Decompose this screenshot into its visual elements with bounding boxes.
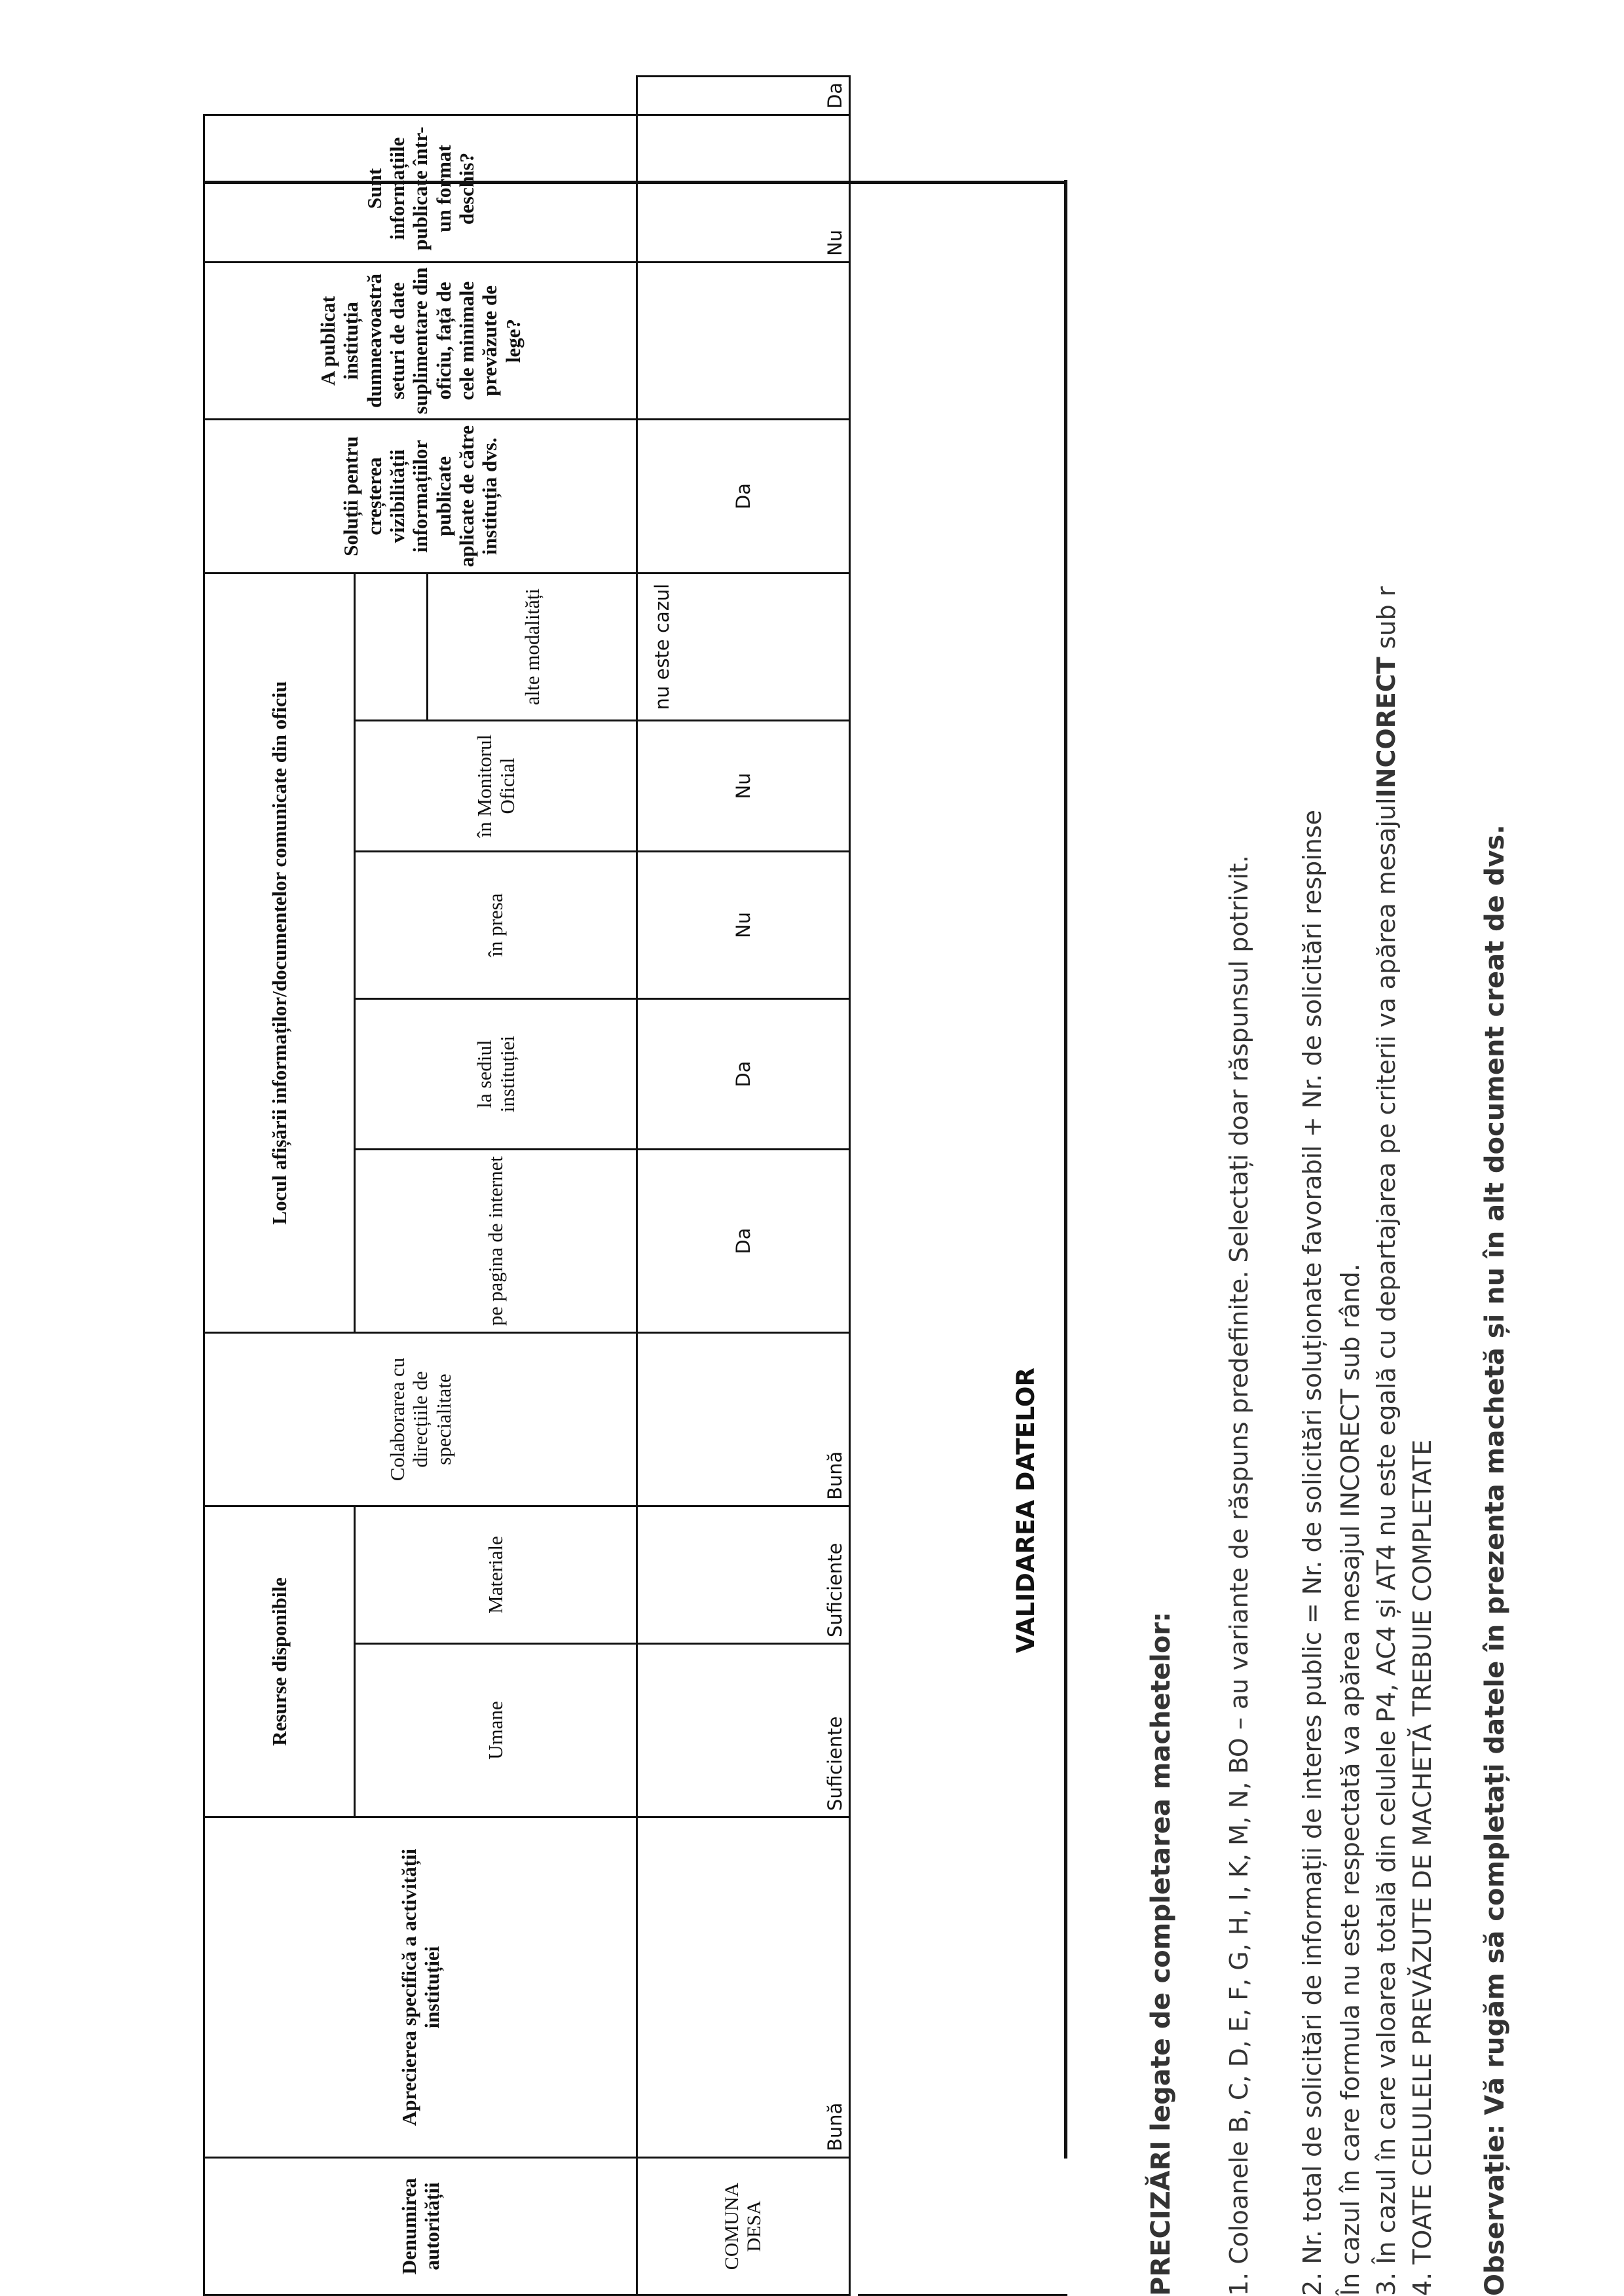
- header-sediu: la sediul instituției: [355, 999, 637, 1150]
- cell-umane: Suficiente: [637, 1644, 850, 1817]
- note-3-suffix: sub r: [1372, 586, 1401, 657]
- header-presa: în presa: [355, 852, 637, 999]
- row-name: COMUNA DESA: [637, 2158, 850, 2295]
- header-pagina: pe pagina de internet: [355, 1150, 637, 1333]
- header-monitor: în Monitorul Oficial: [355, 721, 637, 852]
- header-denumire: Denumirea autorității: [204, 2158, 637, 2295]
- note-3: [1372, 587, 1401, 2296]
- header-materiale: Materiale: [355, 1506, 637, 1644]
- note-2-continued: În cazul în care formula nu este respectată va apărea mesajul INCORECT sub rând.: [1336, 1264, 1365, 2296]
- header-format: Sunt informațiile publicate într-un format deschis?: [204, 115, 637, 263]
- notes-section: [1146, 70, 1604, 2296]
- cell-monitor: Nu: [637, 721, 850, 852]
- note-1: 1. Coloanele B, C, D, E, F, G, H, I, K, M, N, BO – au variante de răspuns predefinite. Selectați doar răspunsul potrivit.: [1225, 855, 1253, 2296]
- note-4: 4. TOATE CELULELE PREVĂZUTE DE MACHETĂ TREBUIE COMPLETATE: [1408, 1439, 1437, 2296]
- header-alte: alte modalități: [428, 574, 637, 721]
- header-umane: Umane: [355, 1644, 637, 1817]
- cell-solutii: [637, 263, 850, 420]
- header-locul: Locul afișării informaților/documentelor comunicate din oficiu: [204, 574, 355, 1333]
- header-alte-top: [355, 574, 428, 721]
- validation-right-border: [203, 181, 1066, 184]
- header-solutii: Soluții pentru creșterea vizibilității informațiilor publicate aplicate de către instituția dvs.: [204, 420, 637, 574]
- validation-title: VALIDAREA DATELOR: [1012, 1368, 1040, 1653]
- cell-materiale: Suficiente: [637, 1506, 850, 1644]
- note-3-prefix: 3. În cazul în care valoarea totală din celulele P4, AC4 și AT4 nu este egală cu departajarea pe criterii va apărea mesajul: [1372, 797, 1401, 2296]
- cell-pagina: Da: [637, 1150, 850, 1333]
- cell-presa: Nu: [637, 852, 850, 999]
- cell-colaborare: Bună: [637, 1333, 850, 1506]
- header-colaborare: Colaborarea cu direcțiile de specialitate: [204, 1333, 637, 1506]
- cell-sediu: Da: [637, 999, 850, 1150]
- note-3-bold: INCORECT: [1372, 657, 1401, 798]
- observation: Observație: Vă rugăm să completați datele în prezenta machetă și nu în alt document creat de dvs.: [1480, 824, 1510, 2296]
- cell-apreciere: Bună: [637, 1817, 850, 2158]
- header-publicat: A publicat instituția dumneavoastră seturi de date suplimentare din oficiu, față de cele minimale prevăzute de lege?: [204, 263, 637, 420]
- report-table: [203, 75, 851, 2296]
- cell-alte: nu este cazul: [637, 574, 850, 721]
- cell-publicat: Nu: [637, 115, 850, 263]
- cell-format: Da: [637, 76, 850, 115]
- notes-heading: PRECIZĂRI legate de completarea machetelor:: [1146, 1612, 1176, 2296]
- note-2: 2. Nr. total de solicitări de informații de interes public = Nr. de solicitări soluționate favorabil + Nr. de solicitări respinse: [1298, 809, 1327, 2296]
- cell-afisare: Da: [637, 420, 850, 574]
- header-resurse: Resurse disponibile: [204, 1506, 355, 1817]
- validation-bottom-border: [1064, 180, 1067, 2159]
- header-apreciere: Aprecierea specifică a activității instituției: [204, 1817, 637, 2158]
